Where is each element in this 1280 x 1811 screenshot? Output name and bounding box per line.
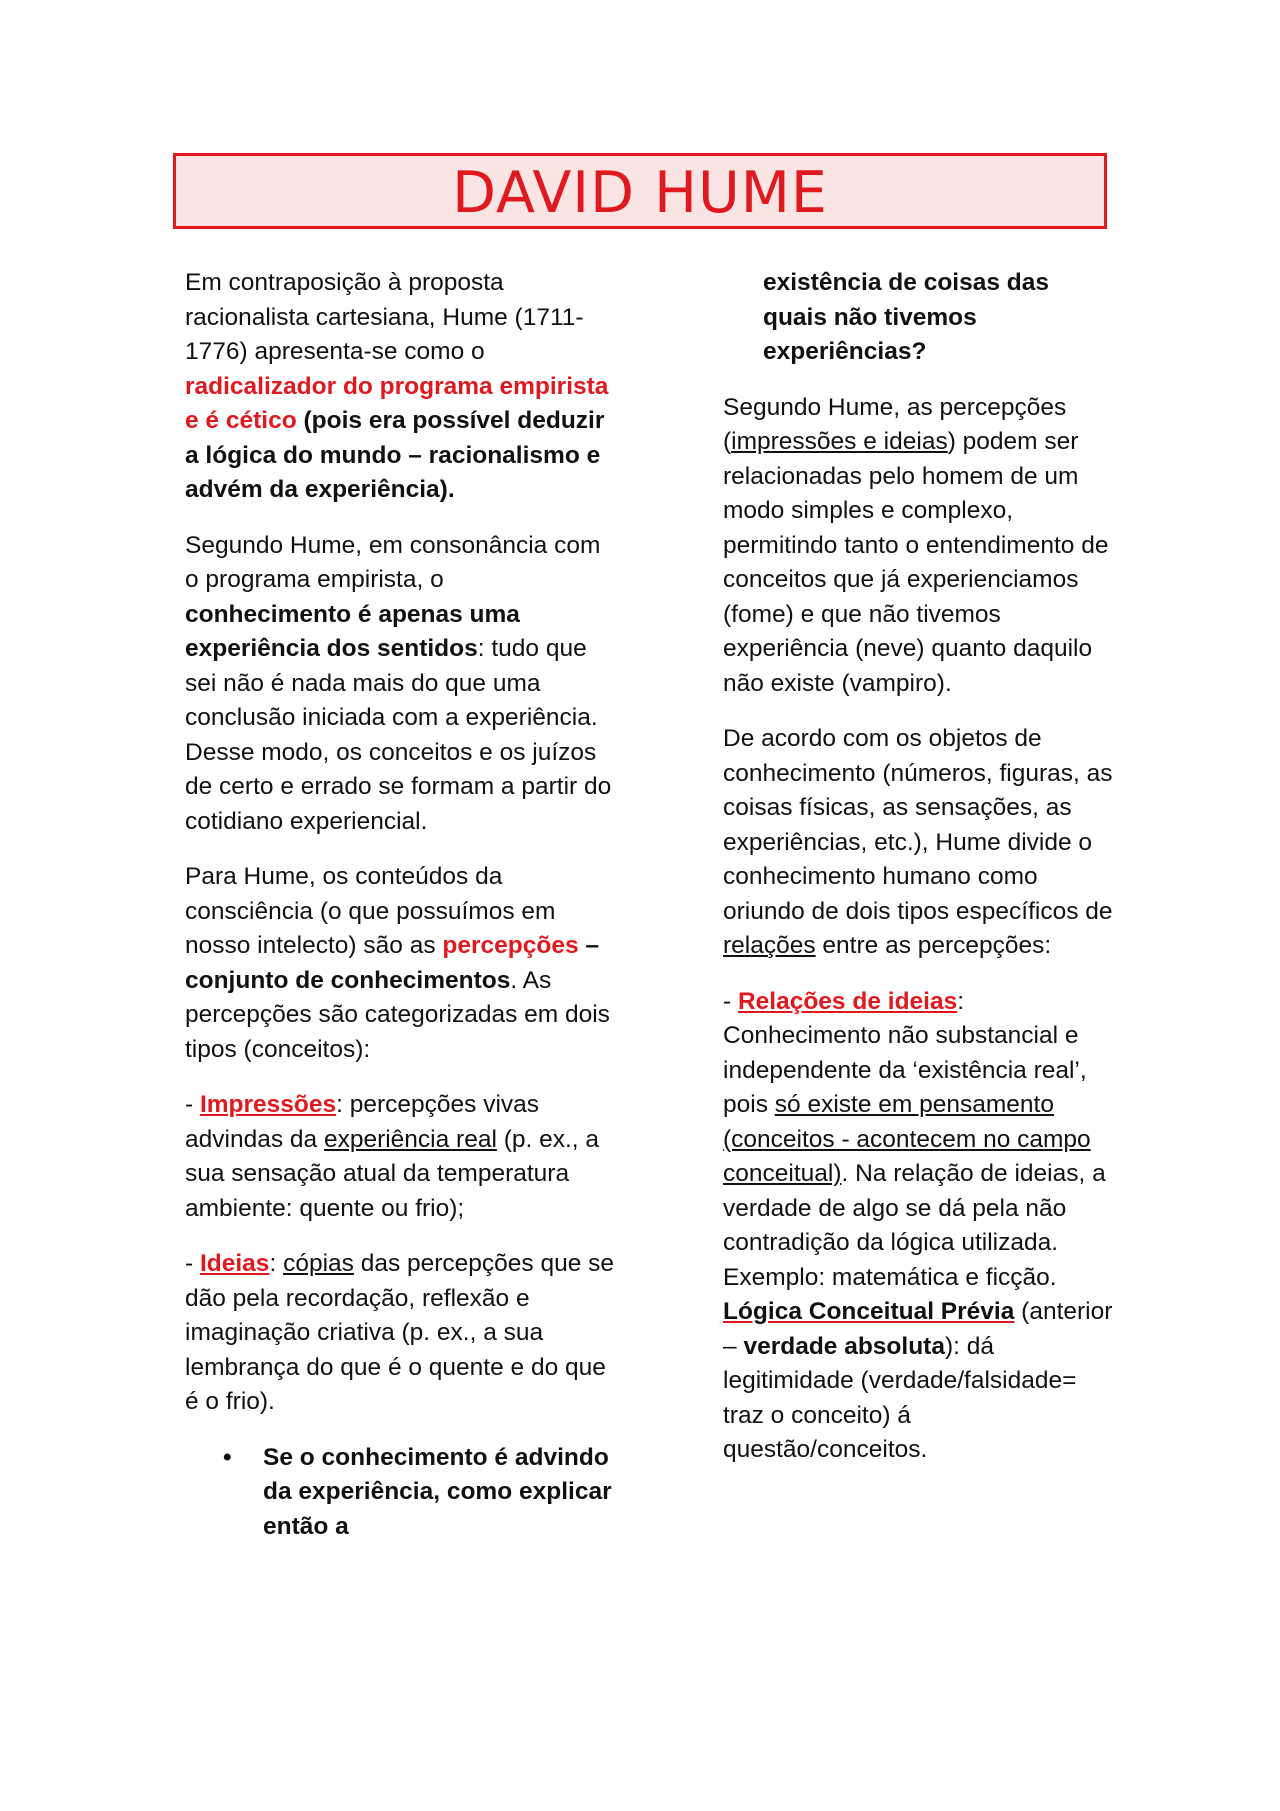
text: : Conhecimento não substancial e independente da ‘existência real’, pois xyxy=(723,987,1087,1118)
text: ) podem ser relacionadas pelo homem de um modo simples e complexo, permitindo tanto o entendimento de conceitos que já experienciamos (fome) e que não tivemos experiência (neve) quanto daquilo não existe (vampiro). xyxy=(723,428,1109,697)
paragraph-ideas xyxy=(185,1247,615,1420)
bullet-continuation: existência de coisas das quais não tivemos experiências? xyxy=(763,269,1049,365)
text: Segundo Hume, em consonância com o programa empirista, o xyxy=(185,531,601,593)
text: - xyxy=(185,1091,200,1118)
bullet-text: Se o conhecimento é advindo da experiência, como explicar então a xyxy=(263,1443,612,1540)
bullet-question xyxy=(185,1441,615,1545)
text: . As percepções são categorizadas em dois tipos (conceitos): xyxy=(185,966,610,1063)
text: Em contraposição à proposta racionalista cartesiana, Hume (1711-1776) apresenta-se como o xyxy=(185,269,584,365)
bold-text: – conjunto de conhecimentos xyxy=(185,932,600,994)
highlight-text: radicalizador do programa empirista e é cético xyxy=(185,372,609,434)
bold-text: conhecimento é apenas uma experiência dos sentidos xyxy=(185,600,520,662)
left-column xyxy=(185,266,615,1544)
paragraph-objects xyxy=(723,722,1113,964)
logica-conceitual-previa: Lógica Conceitual Prévia xyxy=(723,1298,1015,1325)
paragraph-relations xyxy=(723,391,1113,702)
bullet-icon: • xyxy=(223,1443,232,1471)
text: (anterior – xyxy=(723,1298,1113,1360)
page-title: DAVID HUME xyxy=(452,159,828,226)
text: ): dá legitimidade (verdade/falsidade= traz o conceito) á questão/conceitos. xyxy=(723,1332,1077,1463)
title-box xyxy=(173,153,1107,229)
text: : percepções vivas advindas da xyxy=(185,1091,540,1153)
term-relacoes-de-ideias: Relações de ideias xyxy=(737,987,958,1015)
text: - xyxy=(185,1250,200,1277)
text: De acordo com os objetos de conhecimento (números, figuras, as coisas físicas, as sensações, as experiências, etc.), Hume divide o conhecimento humano como oriundo de dois tipos específicos de xyxy=(723,725,1113,925)
paragraph-impressions xyxy=(185,1088,615,1226)
highlight-text: percepções xyxy=(442,932,579,959)
text: Segundo Hume, as percepções ( xyxy=(723,393,1067,455)
paragraph-perceptions xyxy=(185,860,615,1067)
paragraph-relations-of-ideas xyxy=(723,985,1113,1468)
underlined-text: cópias xyxy=(283,1250,354,1277)
paragraph-intro xyxy=(185,266,615,508)
text: das percepções que se dão pela recordação, reflexão e imaginação criativa (p. ex., a sua lembrança do que é o quente e do que é o frio). xyxy=(185,1250,615,1415)
bold-text: verdade absoluta xyxy=(743,1332,945,1360)
underlined-text: só existe em pensamento (conceitos - acontecem no campo conceitual) xyxy=(723,1091,1091,1187)
text: : xyxy=(269,1250,284,1277)
text: : tudo que sei não é nada mais do que uma conclusão iniciada com a experiência. Desse modo, os conceitos e os juízos de certo e errado se formam a partir do cotidiano experiencial. xyxy=(185,635,612,835)
paragraph-empiricism xyxy=(185,529,615,840)
underlined-text: impressões e ideias xyxy=(731,428,948,455)
right-column xyxy=(723,266,1113,1489)
text: - xyxy=(723,987,738,1015)
underlined-text: relações xyxy=(723,932,816,959)
text: Para Hume, os conteúdos da consciência (o que possuímos em nosso intelecto) são as xyxy=(185,863,556,959)
text: entre as percepções: xyxy=(815,932,1052,959)
text: (p. ex., a sua sensação atual da temperatura ambiente: quente ou frio); xyxy=(185,1125,600,1222)
underlined-text: experiência real xyxy=(323,1125,497,1153)
term-impressoes: Impressões xyxy=(199,1091,337,1118)
term-ideias: Ideias xyxy=(199,1250,270,1277)
bold-text: (pois era possível deduzir a lógica do mundo – racionalismo e advém da experiência). xyxy=(185,407,605,503)
text: . Na relação de ideias, a verdade de algo se dá pela não contradição da lógica utilizada. Exemplo: matemática e ficção. xyxy=(723,1160,1106,1291)
